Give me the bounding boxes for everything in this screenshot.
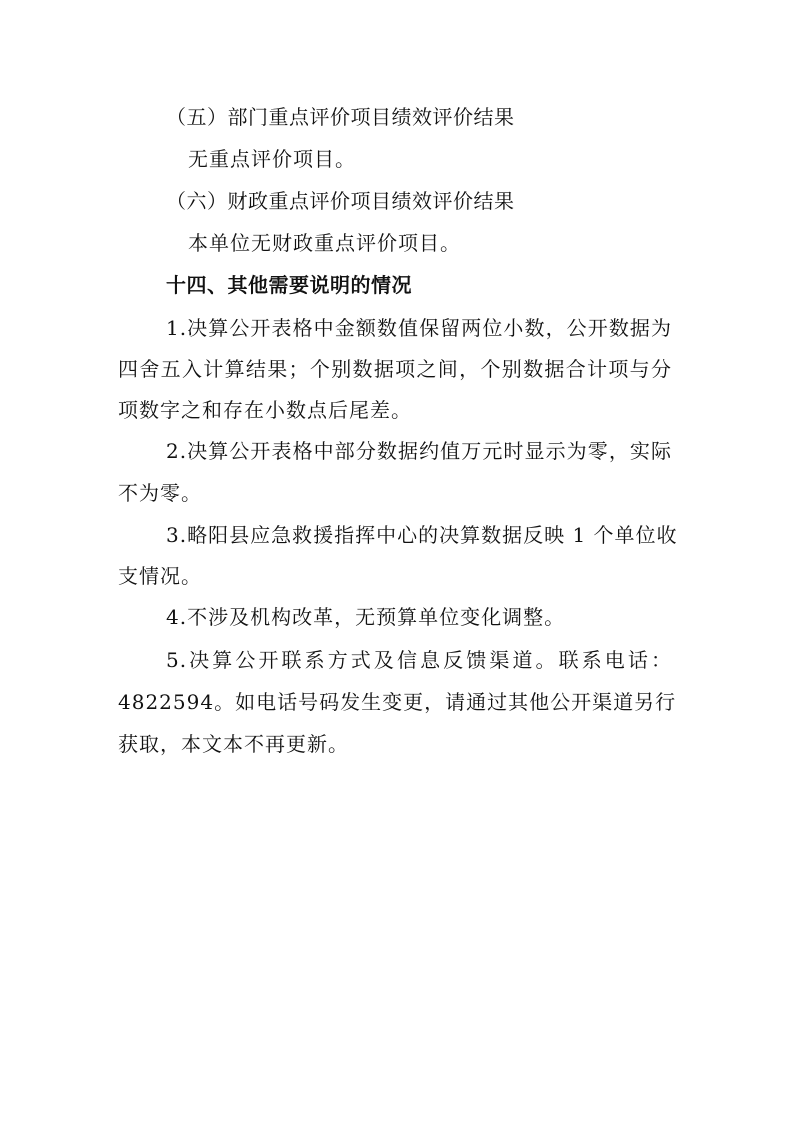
- paragraph-line: 四舍五入计算结果；个别数据项之间，个别数据合计项与分: [118, 357, 672, 381]
- section-five-body: 无重点评价项目。: [188, 147, 356, 171]
- paragraph-line: 5.决算公开联系方式及信息反馈渠道。联系电话：: [166, 648, 672, 672]
- paragraph-line: 项数字之和存在小数点后尾差。: [118, 398, 412, 422]
- paragraph-line: 4822594。如电话号码发生变更，请通过其他公开渠道另行: [118, 690, 677, 714]
- paragraph-line: 3.略阳县应急救援指挥中心的决算数据反映 1 个单位收: [166, 523, 678, 547]
- paragraph-line: 1.决算公开表格中金额数值保留两位小数，公开数据为: [166, 316, 672, 340]
- paragraph-line: 不为零。: [118, 481, 202, 505]
- paragraph-line: 4.不涉及机构改革，无预算单位变化调整。: [166, 605, 566, 629]
- section-six-heading: （六）财政重点评价项目绩效评价结果: [166, 189, 515, 213]
- paragraph-line: 支情况。: [118, 564, 202, 588]
- paragraph-line: 2.决算公开表格中部分数据约值万元时显示为零，实际: [166, 439, 672, 463]
- paragraph-line: 获取，本文本不再更新。: [118, 732, 349, 756]
- section-five-heading: （五）部门重点评价项目绩效评价结果: [166, 105, 515, 129]
- section-fourteen-heading: 十四、其他需要说明的情况: [166, 273, 412, 297]
- section-six-body: 本单位无财政重点评价项目。: [188, 231, 461, 255]
